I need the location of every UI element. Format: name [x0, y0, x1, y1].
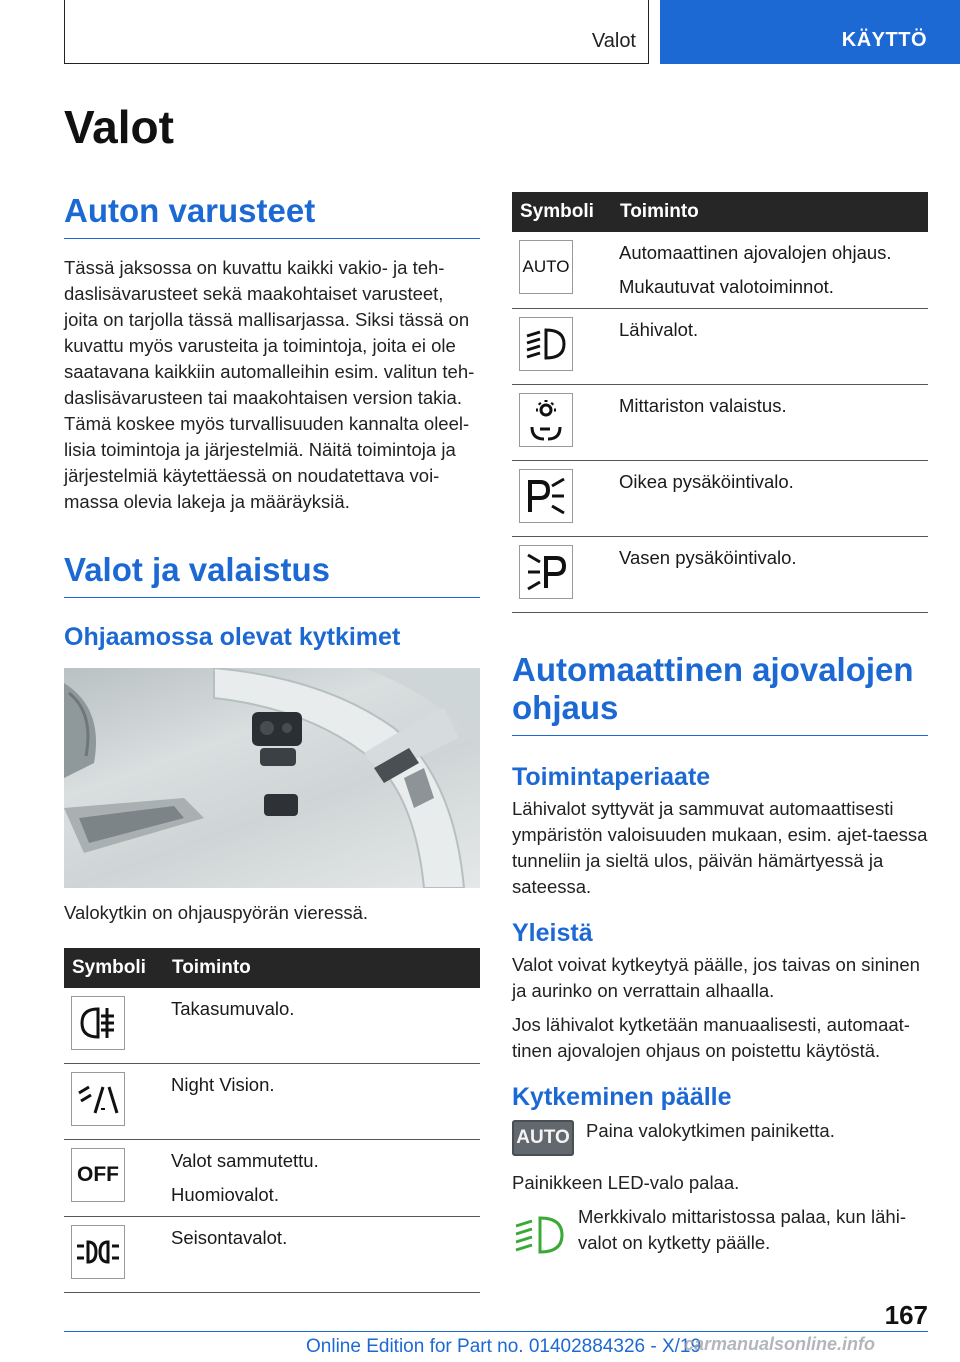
function-text: Takasumuvalo.	[171, 998, 295, 1019]
night-vision-icon	[71, 1072, 125, 1126]
auto-icon-text: AUTO	[522, 257, 570, 276]
function-text: Vasen pysäköintivalo.	[619, 547, 797, 568]
function-text: Night Vision.	[171, 1074, 275, 1095]
function-text: Automaattinen ajovalojen ohjaus.	[619, 242, 892, 263]
page-number: 167	[884, 1300, 928, 1330]
equipment-paragraph: Tässä jaksossa on kuvattu kaikki vakio- ja teh-daslisävarusteet sekä maakohtaiset varusteet, joita on tarjolla tässä mallisarjassa. Siksi tässä on kuvattu myös varusteita ja toimintoja, joita ei ole saatavana kaikkiin automalleihin esim. valitun teh-daslisävarusteen tai maakohtaisen version takia. Tämä koskee myös turvallisuuden kannalta oleel-lisia toimintoja ja järjestelmiä. Näitä toimintoja ja järjestelmiä käytettäessä on noudatettava voi-massa olevia lakeja ja määräyksiä.	[64, 257, 475, 512]
heading-general: Yleistä	[512, 919, 593, 947]
table-header-row	[64, 948, 480, 988]
left-column	[64, 192, 480, 1293]
header-chapter-label: KÄYTTÖ	[841, 29, 927, 51]
green-low-beam-icon	[512, 1206, 570, 1260]
table-header-row	[512, 192, 928, 232]
auto-button-image: AUTO	[512, 1120, 574, 1156]
left-symbol-table	[64, 948, 480, 1293]
led-text: Painikkeen LED-valo palaa.	[512, 1172, 740, 1193]
heading-switches: Ohjaamossa olevat kytkimet	[64, 623, 401, 651]
function-text: Seisontavalot.	[171, 1227, 288, 1248]
table-row	[64, 1140, 480, 1217]
header-chapter-tab	[660, 0, 960, 64]
heading-principle: Toimintaperiaate	[512, 763, 711, 791]
heading-lights: Valot ja valaistus	[64, 551, 480, 598]
function-text: Huomiovalot.	[171, 1184, 279, 1205]
header-section-label: Valot	[591, 30, 636, 52]
right-symbol-table	[512, 192, 928, 613]
off-icon-text: OFF	[77, 1163, 119, 1186]
general-paragraph-1: Valot voivat kytkeytyä päälle, jos taivas on sininen ja aurinko on verrattain alhaalla.	[512, 954, 920, 1001]
cockpit-photo	[64, 668, 480, 888]
watermark-logo: carmanualsonline.info	[684, 1334, 876, 1354]
heading-switch-on: Kytkeminen päälle	[512, 1083, 732, 1111]
photo-caption: Valokytkin on ohjauspyörän vieressä.	[64, 902, 369, 923]
indicator-instruction	[512, 1206, 928, 1260]
parking-lights-icon	[71, 1225, 125, 1279]
heading-auto-headlights: Automaattinen ajovalojen ohjaus	[512, 651, 928, 736]
footer-divider	[64, 1331, 928, 1332]
low-beam-icon	[519, 317, 573, 371]
function-text: Oikea pysäköintivalo.	[619, 471, 794, 492]
table-row	[64, 1217, 480, 1293]
table-row	[64, 1064, 480, 1140]
function-text: Mittariston valaistus.	[619, 395, 787, 416]
table-row	[512, 461, 928, 537]
col-symbol: Symboli	[64, 948, 164, 988]
instrument-lighting-icon	[519, 393, 573, 447]
function-text: Valot sammutettu.	[171, 1150, 319, 1171]
table-row	[512, 232, 928, 309]
right-column	[512, 192, 928, 1260]
press-instruction: Paina valokytkimen painiketta.	[586, 1120, 835, 1141]
table-row	[512, 385, 928, 461]
function-text: Lähivalot.	[619, 319, 699, 340]
left-parking-light-icon	[519, 545, 573, 599]
edition-text: Online Edition for Part no. 01402884326 - X/19	[306, 1336, 702, 1357]
page-title: Valot	[64, 101, 174, 153]
heading-equipment: Auton varusteet	[64, 192, 480, 239]
col-function: Toiminto	[164, 948, 480, 988]
table-row	[512, 309, 928, 385]
off-icon	[71, 1148, 125, 1202]
principle-paragraph: Lähivalot syttyvät ja sammuvat automaattisesti ympäristön valoisuuden mukaan, esim. ajet-taessa tunneliin ja sieltä ulos, päivän hämärtyessä ja sateessa.	[512, 798, 928, 897]
cockpit-illustration	[64, 668, 480, 888]
col-function: Toiminto	[612, 192, 928, 232]
function-text: Mukautuvat valotoiminnot.	[619, 276, 834, 297]
general-paragraph-2: Jos lähivalot kytketään manuaalisesti, automaat-tinen ajovalojen ohjaus on poistettu käytöstä.	[512, 1014, 910, 1061]
header-section-tab	[64, 0, 649, 64]
col-symbol: Symboli	[512, 192, 612, 232]
right-parking-light-icon	[519, 469, 573, 523]
auto-button-instruction	[512, 1120, 928, 1156]
indicator-text: Merkkivalo mittaristossa palaa, kun lähi-valot on kytketty päälle.	[578, 1206, 906, 1253]
auto-icon	[519, 240, 573, 294]
table-row	[64, 988, 480, 1064]
rear-fog-light-icon	[71, 996, 125, 1050]
table-row	[512, 537, 928, 613]
